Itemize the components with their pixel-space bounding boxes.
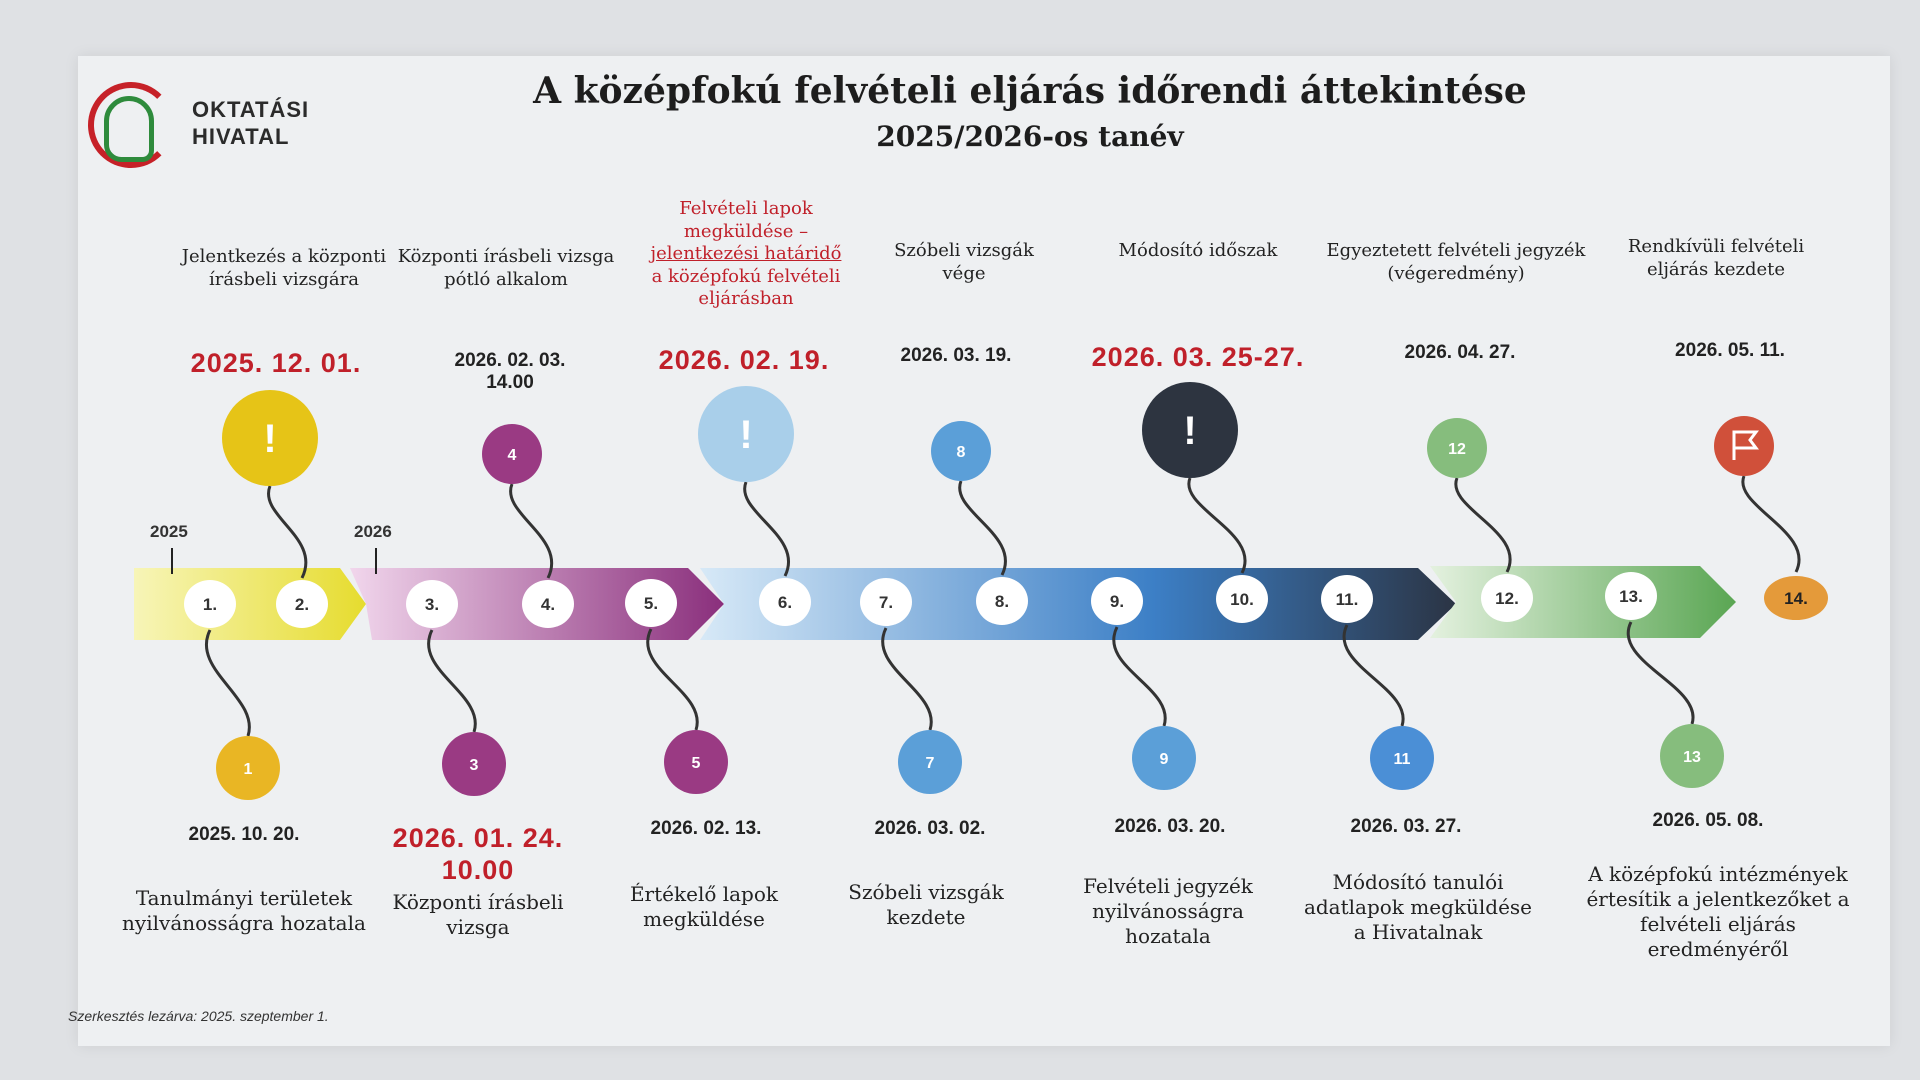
step-number: 5. bbox=[643, 594, 659, 613]
svg-text:!: ! bbox=[739, 413, 753, 457]
svg-text:9: 9 bbox=[1159, 751, 1169, 768]
exclamation-icon bbox=[698, 386, 794, 482]
connector-bottom-6 bbox=[1344, 625, 1403, 726]
bottom-event-date-7: 2026. 05. 08. bbox=[1652, 810, 1764, 831]
step-marker-13 bbox=[1605, 572, 1657, 620]
step-number: 9. bbox=[1109, 592, 1125, 611]
step-marker-6 bbox=[759, 578, 811, 626]
svg-text:4: 4 bbox=[507, 447, 517, 464]
footer-note: Szerkesztés lezárva: 2025. szeptember 1. bbox=[68, 1008, 329, 1024]
step-number: 11. bbox=[1335, 590, 1359, 609]
connector-top-7 bbox=[1743, 476, 1799, 572]
step-number: 3. bbox=[424, 595, 440, 614]
top-event-label-4: Szóbeli vizsgák vége bbox=[894, 240, 1034, 284]
bottom-event-date-3: 2026. 02. 13. bbox=[650, 818, 762, 839]
top-event-date-7: 2026. 05. 11. bbox=[1675, 340, 1785, 361]
top-event-date-1: 2025. 12. 01. bbox=[190, 348, 362, 378]
top-marker-8 bbox=[931, 421, 991, 481]
svg-text:!: ! bbox=[1183, 409, 1197, 453]
connector-top-1 bbox=[268, 486, 305, 578]
svg-text:7: 7 bbox=[925, 755, 935, 772]
top-event-date-4: 2026. 03. 19. bbox=[900, 345, 1012, 366]
page-title: A középfokú felvételi eljárás időrendi áttekintése bbox=[533, 70, 1527, 112]
logo-text-line2: HIVATAL bbox=[192, 124, 290, 149]
top-event-date-2: 2026. 02. 03. 14.00 bbox=[454, 350, 566, 393]
svg-text:5: 5 bbox=[691, 755, 701, 772]
connector-top-5 bbox=[1189, 478, 1245, 573]
step-marker-4 bbox=[522, 580, 574, 628]
connector-bottom-4 bbox=[883, 628, 932, 730]
logo-text-line1: OKTATÁSI bbox=[192, 97, 310, 122]
connector-bottom-1 bbox=[206, 630, 249, 736]
bottom-marker-9 bbox=[1132, 726, 1196, 790]
bottom-marker-11 bbox=[1370, 726, 1434, 790]
step-number: 8. bbox=[994, 592, 1010, 611]
svg-text:13: 13 bbox=[1683, 749, 1701, 766]
bottom-event-date-1: 2025. 10. 20. bbox=[188, 824, 300, 845]
bottom-event-label-7: A középfokú intézmények értesítik a jelentkezőket a felvételi eljárás eredményéről bbox=[1586, 862, 1850, 961]
bottom-event-label-6: Módosító tanulói adatlapok megküldése a Hivatalnak bbox=[1303, 870, 1533, 944]
step-number: 14. bbox=[1784, 589, 1808, 608]
step-number: 6. bbox=[777, 593, 793, 612]
svg-text:3: 3 bbox=[469, 757, 479, 774]
connector-bottom-2 bbox=[429, 630, 476, 732]
exclamation-icon bbox=[1142, 382, 1238, 478]
step-marker-2 bbox=[276, 580, 328, 628]
step-number: 1. bbox=[202, 595, 218, 614]
bottom-event-label-5: Felvételi jegyzék nyilvánosságra hozatala bbox=[1083, 874, 1253, 948]
svg-text:8: 8 bbox=[956, 444, 966, 461]
bottom-marker-13 bbox=[1660, 724, 1724, 788]
step-marker-10 bbox=[1216, 575, 1268, 623]
top-event-label-2: Központi írásbeli vizsga pótló alkalom bbox=[397, 246, 615, 290]
bottom-marker-3 bbox=[442, 732, 506, 796]
connector-top-3 bbox=[745, 482, 789, 576]
bottom-event-date-6: 2026. 03. 27. bbox=[1350, 816, 1462, 837]
step-number: 4. bbox=[540, 595, 556, 614]
connector-top-6 bbox=[1456, 478, 1510, 572]
bottom-marker-5 bbox=[664, 730, 728, 794]
bottom-marker-7 bbox=[898, 730, 962, 794]
step-marker-11 bbox=[1321, 575, 1373, 623]
top-event-label-3 bbox=[626, 198, 866, 311]
step-number: 10. bbox=[1230, 590, 1254, 609]
top-event-label-3-line2: jelentkezési határidő bbox=[650, 243, 842, 264]
bottom-event-label-1: Tanulmányi területek nyilvánosságra hozatala bbox=[122, 886, 366, 935]
page-subtitle: 2025/2026-os tanév bbox=[876, 120, 1184, 153]
arrow-segment-green bbox=[1430, 566, 1736, 638]
step-marker-7 bbox=[860, 578, 912, 626]
top-event-date-5: 2026. 03. 25-27. bbox=[1091, 342, 1305, 372]
svg-text:11: 11 bbox=[1393, 751, 1411, 768]
svg-text:1: 1 bbox=[243, 761, 253, 778]
step-number: 7. bbox=[878, 593, 894, 612]
exclamation-icon bbox=[222, 390, 318, 486]
bottom-marker-1 bbox=[216, 736, 280, 800]
connector-bottom-3 bbox=[648, 629, 698, 730]
svg-text:12: 12 bbox=[1448, 441, 1466, 458]
step-marker-3 bbox=[406, 580, 458, 628]
step-marker-8 bbox=[976, 577, 1028, 625]
connector-top-4 bbox=[960, 481, 1006, 575]
top-event-label-6: Egyeztetett felvételi jegyzék (végeredmény) bbox=[1326, 240, 1586, 284]
connector-bottom-5 bbox=[1114, 627, 1166, 726]
bottom-event-date-5: 2026. 03. 20. bbox=[1114, 816, 1226, 837]
top-event-label-3-line1: Felvételi lapok megküldése – bbox=[679, 198, 813, 242]
step-marker-14 bbox=[1764, 576, 1828, 620]
bottom-event-label-3: Értékelő lapok megküldése bbox=[629, 882, 779, 931]
step-number: 2. bbox=[294, 595, 310, 614]
flag-icon bbox=[1714, 416, 1774, 476]
step-marker-5 bbox=[625, 579, 677, 627]
connector-top-2 bbox=[511, 484, 552, 578]
step-marker-1 bbox=[184, 580, 236, 628]
step-number: 12. bbox=[1495, 589, 1519, 608]
bottom-event-label-2: Központi írásbeli vizsga bbox=[392, 890, 564, 939]
top-marker-4 bbox=[482, 424, 542, 484]
step-marker-9 bbox=[1091, 577, 1143, 625]
top-event-label-3-line3: a középfokú felvételi eljárásban bbox=[651, 265, 841, 309]
top-event-label-5: Módosító időszak bbox=[1118, 240, 1278, 261]
year-label-2026: 2026 bbox=[354, 522, 392, 541]
year-label-2025: 2025 bbox=[150, 522, 188, 541]
bottom-event-date-2: 2026. 01. 24. 10.00 bbox=[392, 823, 564, 885]
step-marker-12 bbox=[1481, 574, 1533, 622]
top-event-date-3: 2026. 02. 19. bbox=[658, 345, 830, 375]
arrow-segment-yellow bbox=[134, 568, 366, 640]
top-event-date-6: 2026. 04. 27. bbox=[1404, 342, 1516, 363]
bottom-event-label-4: Szóbeli vizsgák kezdete bbox=[848, 880, 1004, 929]
svg-text:!: ! bbox=[263, 417, 277, 461]
bottom-event-date-4: 2026. 03. 02. bbox=[874, 818, 986, 839]
top-event-label-7: Rendkívüli felvételi eljárás kezdete bbox=[1627, 236, 1805, 280]
top-marker-12 bbox=[1427, 418, 1487, 478]
top-event-label-1: Jelentkezés a központi írásbeli vizsgára bbox=[181, 246, 387, 290]
step-number: 13. bbox=[1619, 587, 1643, 606]
